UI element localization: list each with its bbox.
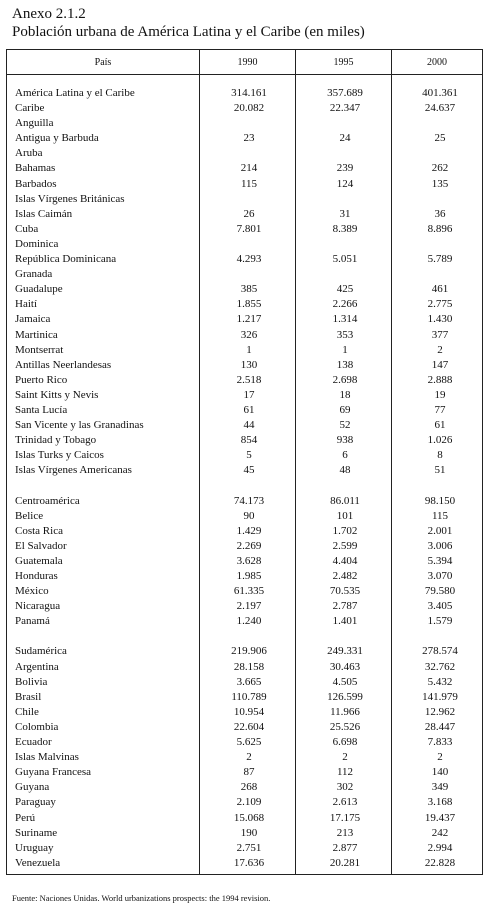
value-1990-cell: 26 [243, 207, 255, 220]
value-2000-cell: 36 [434, 207, 446, 220]
country-name-cell: Cuba [15, 222, 39, 235]
value-1990-cell: 4.293 [236, 253, 262, 266]
table-row [7, 101, 482, 116]
value-1990-cell: 190 [240, 826, 258, 839]
value-2000-cell: 12.962 [424, 705, 456, 718]
value-1995-cell: 2.482 [332, 570, 358, 582]
value-1990-cell: 10.954 [233, 705, 265, 718]
value-1995-cell: 18 [339, 388, 351, 401]
value-2000-cell: 461 [431, 283, 449, 296]
value-2000-cell: 28.447 [424, 720, 456, 733]
value-2000-cell: 32.762 [424, 660, 456, 673]
table-row [7, 297, 482, 312]
value-1990-cell: 45 [243, 464, 255, 477]
value-2000-cell: 3.070 [427, 570, 453, 582]
country-name-cell: Bolivia [15, 675, 48, 688]
table-row [7, 690, 482, 705]
value-1990-cell: 15.068 [233, 811, 265, 824]
value-2000-cell: 61 [434, 419, 446, 432]
value-2000-cell: 147 [431, 358, 449, 371]
table-row [7, 765, 482, 780]
country-name-cell: Antigua y Barbuda [15, 132, 99, 145]
table-row [7, 358, 482, 373]
source-footnote: Fuente: Naciones Unidas. World urbanizations prospects: the 1994 revision. [12, 893, 271, 903]
value-1995-cell: 1.702 [332, 524, 358, 537]
value-1990-cell: 2.269 [236, 539, 262, 552]
table-row [7, 584, 482, 599]
country-name-cell: Santa Lucía [15, 403, 68, 416]
value-1990-cell: 74.173 [233, 494, 265, 507]
table-row [7, 146, 482, 161]
country-name-cell: Caribe [15, 102, 45, 115]
table-row [7, 343, 482, 358]
table-row [7, 750, 482, 765]
value-2000-cell: 2 [437, 751, 443, 764]
value-1995-cell: 2 [342, 751, 348, 764]
value-1995-cell: 6.698 [332, 736, 358, 749]
country-name-cell: Barbados [15, 177, 57, 190]
value-2000-cell: 22.828 [424, 856, 456, 869]
value-1990-cell: 2 [246, 751, 252, 764]
header-rule [7, 74, 482, 75]
value-1995-cell: 70.535 [329, 585, 361, 598]
country-name-cell: Guadalupe [15, 283, 63, 296]
country-name-cell: Haití [15, 298, 37, 311]
table-row [7, 856, 482, 871]
table-row [7, 811, 482, 826]
value-1995-cell: 52 [339, 419, 351, 432]
country-name-cell: San Vicente y las Granadinas [15, 419, 144, 432]
country-name-cell: Centroamérica [15, 494, 80, 507]
value-2000-cell: 2.888 [427, 373, 453, 386]
value-2000-cell: 5.432 [427, 675, 453, 688]
value-1990-cell: 268 [240, 781, 258, 794]
value-1990-cell: 2.109 [236, 796, 262, 809]
value-1995-cell: 24 [339, 132, 351, 145]
table-row [7, 207, 482, 222]
value-1995-cell: 1 [342, 343, 348, 356]
value-1990-cell: 385 [240, 283, 258, 296]
value-1990-cell: 17 [243, 388, 255, 401]
value-1995-cell: 357.689 [327, 87, 363, 99]
value-1990-cell: 2.518 [236, 373, 262, 386]
column-header-2000: 2000 [427, 57, 447, 68]
value-1990-cell: 5.625 [236, 736, 262, 749]
value-1990-cell: 214 [240, 162, 258, 175]
table-row [7, 282, 482, 297]
value-2000-cell: 2 [437, 343, 443, 356]
country-name-cell: Islas Vírgenes Americanas [15, 464, 132, 477]
value-1995-cell: 17.175 [329, 811, 361, 824]
value-2000-cell: 2.994 [427, 841, 453, 854]
value-2000-cell: 5.394 [427, 554, 453, 567]
country-name-cell: Granada [15, 268, 53, 281]
value-1995-cell: 1.401 [332, 615, 358, 628]
value-1995-cell: 6 [342, 449, 348, 462]
country-name-cell: Guyana Francesa [15, 766, 92, 779]
value-1990-cell: 1.240 [236, 615, 262, 628]
value-2000-cell: 141.979 [422, 690, 458, 703]
table-row [7, 509, 482, 524]
table-row [7, 418, 482, 433]
value-1995-cell: 2.698 [332, 373, 358, 386]
table-row [7, 252, 482, 267]
value-1990-cell: 20.082 [233, 102, 265, 115]
value-2000-cell: 135 [431, 177, 449, 190]
country-name-cell: Guatemala [15, 554, 63, 567]
value-1990-cell: 219.906 [231, 645, 267, 658]
value-1990-cell: 130 [240, 358, 258, 371]
value-1995-cell: 11.966 [330, 705, 360, 718]
page-subtitle: Población urbana de América Latina y el Caribe (en miles) [12, 24, 365, 40]
table-row [7, 660, 482, 675]
value-2000-cell: 79.580 [424, 585, 456, 598]
table-row [7, 644, 482, 659]
value-1990-cell: 326 [240, 328, 258, 341]
value-1990-cell: 3.665 [236, 675, 262, 688]
value-1990-cell: 1 [246, 343, 252, 356]
country-name-cell: Argentina [15, 660, 59, 673]
value-2000-cell: 19 [434, 388, 446, 401]
country-name-cell: Suriname [15, 826, 58, 839]
value-2000-cell: 377 [431, 328, 449, 341]
table-row [7, 222, 482, 237]
table-row [7, 780, 482, 795]
table-row [7, 403, 482, 418]
table-row [7, 433, 482, 448]
country-name-cell: Islas Turks y Caicos [15, 449, 104, 462]
country-name-cell: Dominica [15, 237, 59, 250]
value-2000-cell: 278.574 [422, 645, 458, 658]
value-2000-cell: 1.430 [427, 313, 453, 326]
value-1995-cell: 25.526 [329, 720, 361, 733]
country-name-cell: Uruguay [15, 841, 54, 854]
value-1995-cell: 126.599 [327, 690, 363, 703]
value-1990-cell: 61.335 [233, 585, 265, 598]
value-2000-cell: 5.789 [427, 253, 453, 266]
value-1990-cell: 7.801 [236, 222, 262, 235]
value-2000-cell: 3.168 [427, 796, 453, 809]
table-row [7, 463, 482, 478]
table-body [7, 86, 482, 871]
country-name-cell: Nicaragua [15, 600, 61, 613]
value-1995-cell: 2.613 [332, 796, 358, 809]
table-row [7, 86, 482, 101]
value-2000-cell: 1.579 [427, 615, 453, 628]
table-row [7, 705, 482, 720]
column-header-pais: País [94, 57, 112, 68]
country-name-cell: Bahamas [15, 162, 56, 175]
value-1990-cell: 23 [243, 132, 255, 145]
country-name-cell: Perú [15, 811, 36, 824]
value-1995-cell: 938 [336, 434, 354, 447]
country-name-cell: Paraguay [15, 796, 56, 809]
value-1995-cell: 22.347 [329, 102, 361, 115]
country-name-cell: Montserrat [15, 343, 64, 356]
value-2000-cell: 401.361 [422, 87, 458, 99]
table-row [7, 237, 482, 252]
value-1995-cell: 2.266 [332, 298, 358, 311]
value-1990-cell: 22.604 [233, 720, 265, 733]
table-row [7, 373, 482, 388]
value-1995-cell: 20.281 [329, 856, 361, 869]
value-1995-cell: 2.877 [332, 841, 358, 854]
country-name-cell: Belice [15, 509, 44, 522]
value-1990-cell: 17.636 [233, 856, 265, 869]
country-name-cell: Islas Vírgenes Británicas [15, 192, 125, 205]
column-header-1995: 1995 [333, 57, 354, 68]
value-2000-cell: 262 [431, 162, 449, 175]
value-1990-cell: 1.985 [236, 570, 262, 582]
value-2000-cell: 25 [434, 132, 446, 145]
table-row [7, 539, 482, 554]
value-2000-cell: 2.775 [427, 298, 453, 311]
value-1995-cell: 5.051 [332, 253, 358, 266]
table-row [7, 795, 482, 810]
value-1995-cell: 8.389 [332, 222, 358, 235]
value-2000-cell: 19.437 [424, 811, 456, 824]
country-name-cell: Jamaica [15, 313, 51, 326]
value-1995-cell: 4.404 [332, 554, 358, 567]
value-1990-cell: 1.855 [236, 298, 262, 311]
table-row [7, 161, 482, 176]
country-name-cell: Brasil [15, 690, 42, 703]
table-row [7, 448, 482, 463]
country-name-cell: Islas Malvinas [15, 751, 79, 764]
section-spacer [7, 629, 482, 644]
value-1990-cell: 1.217 [236, 313, 262, 326]
value-1990-cell: 44 [243, 419, 255, 432]
value-1995-cell: 302 [336, 781, 354, 794]
value-1990-cell: 28.158 [233, 660, 265, 673]
value-1995-cell: 1.314 [332, 313, 358, 326]
value-1995-cell: 4.505 [332, 675, 358, 688]
value-1995-cell: 239 [336, 162, 354, 175]
table-row [7, 524, 482, 539]
table-row [7, 312, 482, 327]
table-row [7, 328, 482, 343]
population-table [6, 49, 483, 875]
country-name-cell: Martinica [15, 328, 58, 341]
value-1995-cell: 48 [339, 464, 351, 477]
country-name-cell: República Dominicana [15, 253, 117, 266]
value-2000-cell: 140 [431, 766, 449, 779]
country-name-cell: Aruba [15, 147, 43, 160]
value-1990-cell: 110.789 [231, 690, 267, 703]
table-row [7, 192, 482, 207]
section-spacer [7, 478, 482, 493]
country-name-cell: Colombia [15, 720, 59, 733]
value-1995-cell: 425 [336, 283, 354, 296]
country-name-cell: Venezuela [15, 856, 61, 869]
table-row [7, 177, 482, 192]
page-title: Anexo 2.1.2 [12, 6, 86, 22]
country-name-cell: Antillas Neerlandesas [15, 358, 112, 371]
country-name-cell: América Latina y el Caribe [15, 87, 135, 99]
value-1990-cell: 3.628 [236, 554, 262, 567]
table-row [7, 131, 482, 146]
table-row [7, 841, 482, 856]
value-2000-cell: 2.001 [427, 524, 453, 537]
value-1990-cell: 5 [246, 449, 252, 462]
value-1995-cell: 112 [336, 766, 354, 779]
value-1995-cell: 138 [336, 358, 354, 371]
table-row [7, 599, 482, 614]
table-row [7, 675, 482, 690]
table-row [7, 614, 482, 629]
country-name-cell: Costa Rica [15, 524, 63, 537]
value-1990-cell: 87 [243, 766, 255, 779]
value-1995-cell: 213 [336, 826, 354, 839]
table-row [7, 569, 482, 584]
country-name-cell: Anguilla [15, 117, 54, 130]
table-row [7, 494, 482, 509]
value-1995-cell: 2.599 [332, 539, 358, 552]
table-row [7, 735, 482, 750]
column-header-1990: 1990 [237, 57, 258, 68]
value-1990-cell: 1.429 [236, 524, 262, 537]
table-row [7, 388, 482, 403]
value-1995-cell: 124 [336, 177, 354, 190]
country-name-cell: Saint Kitts y Nevis [15, 388, 99, 401]
table-row [7, 554, 482, 569]
table-row [7, 267, 482, 282]
value-2000-cell: 8.896 [427, 222, 453, 235]
value-1990-cell: 90 [243, 509, 255, 522]
country-name-cell: Honduras [15, 570, 58, 582]
country-name-cell: México [15, 585, 49, 598]
country-name-cell: Trinidad y Tobago [15, 434, 97, 447]
value-2000-cell: 1.026 [427, 434, 453, 447]
value-2000-cell: 349 [431, 781, 449, 794]
country-name-cell: Guyana [15, 781, 50, 794]
value-2000-cell: 51 [434, 464, 446, 477]
country-name-cell: El Salvador [15, 539, 67, 552]
value-2000-cell: 7.833 [427, 736, 453, 749]
value-1995-cell: 353 [336, 328, 354, 341]
country-name-cell: Ecuador [15, 736, 52, 749]
value-2000-cell: 242 [431, 826, 449, 839]
value-1990-cell: 2.751 [236, 841, 262, 854]
value-1995-cell: 86.011 [330, 494, 360, 507]
value-2000-cell: 77 [434, 403, 446, 416]
country-name-cell: Panamá [15, 615, 50, 628]
value-1990-cell: 61 [243, 403, 255, 416]
country-name-cell: Islas Caimán [15, 207, 73, 220]
country-name-cell: Puerto Rico [15, 373, 68, 386]
value-1990-cell: 314.161 [231, 87, 267, 99]
value-1995-cell: 101 [336, 509, 354, 522]
value-1990-cell: 115 [240, 177, 258, 190]
value-1990-cell: 2.197 [236, 600, 262, 613]
table-row [7, 116, 482, 131]
value-1995-cell: 69 [339, 403, 351, 416]
value-1990-cell: 854 [240, 434, 258, 447]
table-row [7, 720, 482, 735]
country-name-cell: Sudamérica [15, 645, 67, 658]
value-2000-cell: 3.006 [427, 539, 453, 552]
value-1995-cell: 30.463 [329, 660, 361, 673]
value-1995-cell: 2.787 [332, 600, 358, 613]
value-2000-cell: 24.637 [424, 102, 456, 115]
table-row [7, 826, 482, 841]
country-name-cell: Chile [15, 705, 39, 718]
value-2000-cell: 8 [437, 449, 443, 462]
value-2000-cell: 115 [431, 509, 449, 522]
value-1995-cell: 31 [339, 207, 351, 220]
value-1995-cell: 249.331 [327, 645, 363, 658]
value-2000-cell: 98.150 [424, 494, 456, 507]
value-2000-cell: 3.405 [427, 600, 453, 613]
